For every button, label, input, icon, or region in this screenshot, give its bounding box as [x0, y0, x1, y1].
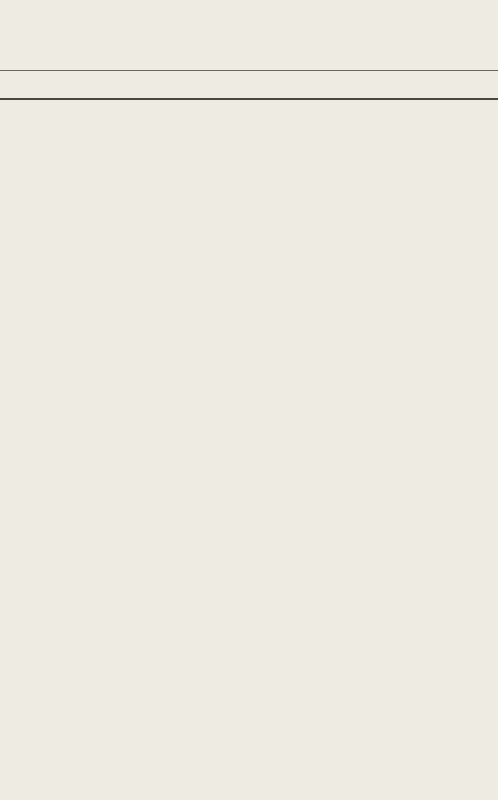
header-rule: [0, 70, 498, 71]
subtitle-rule: [0, 98, 498, 100]
